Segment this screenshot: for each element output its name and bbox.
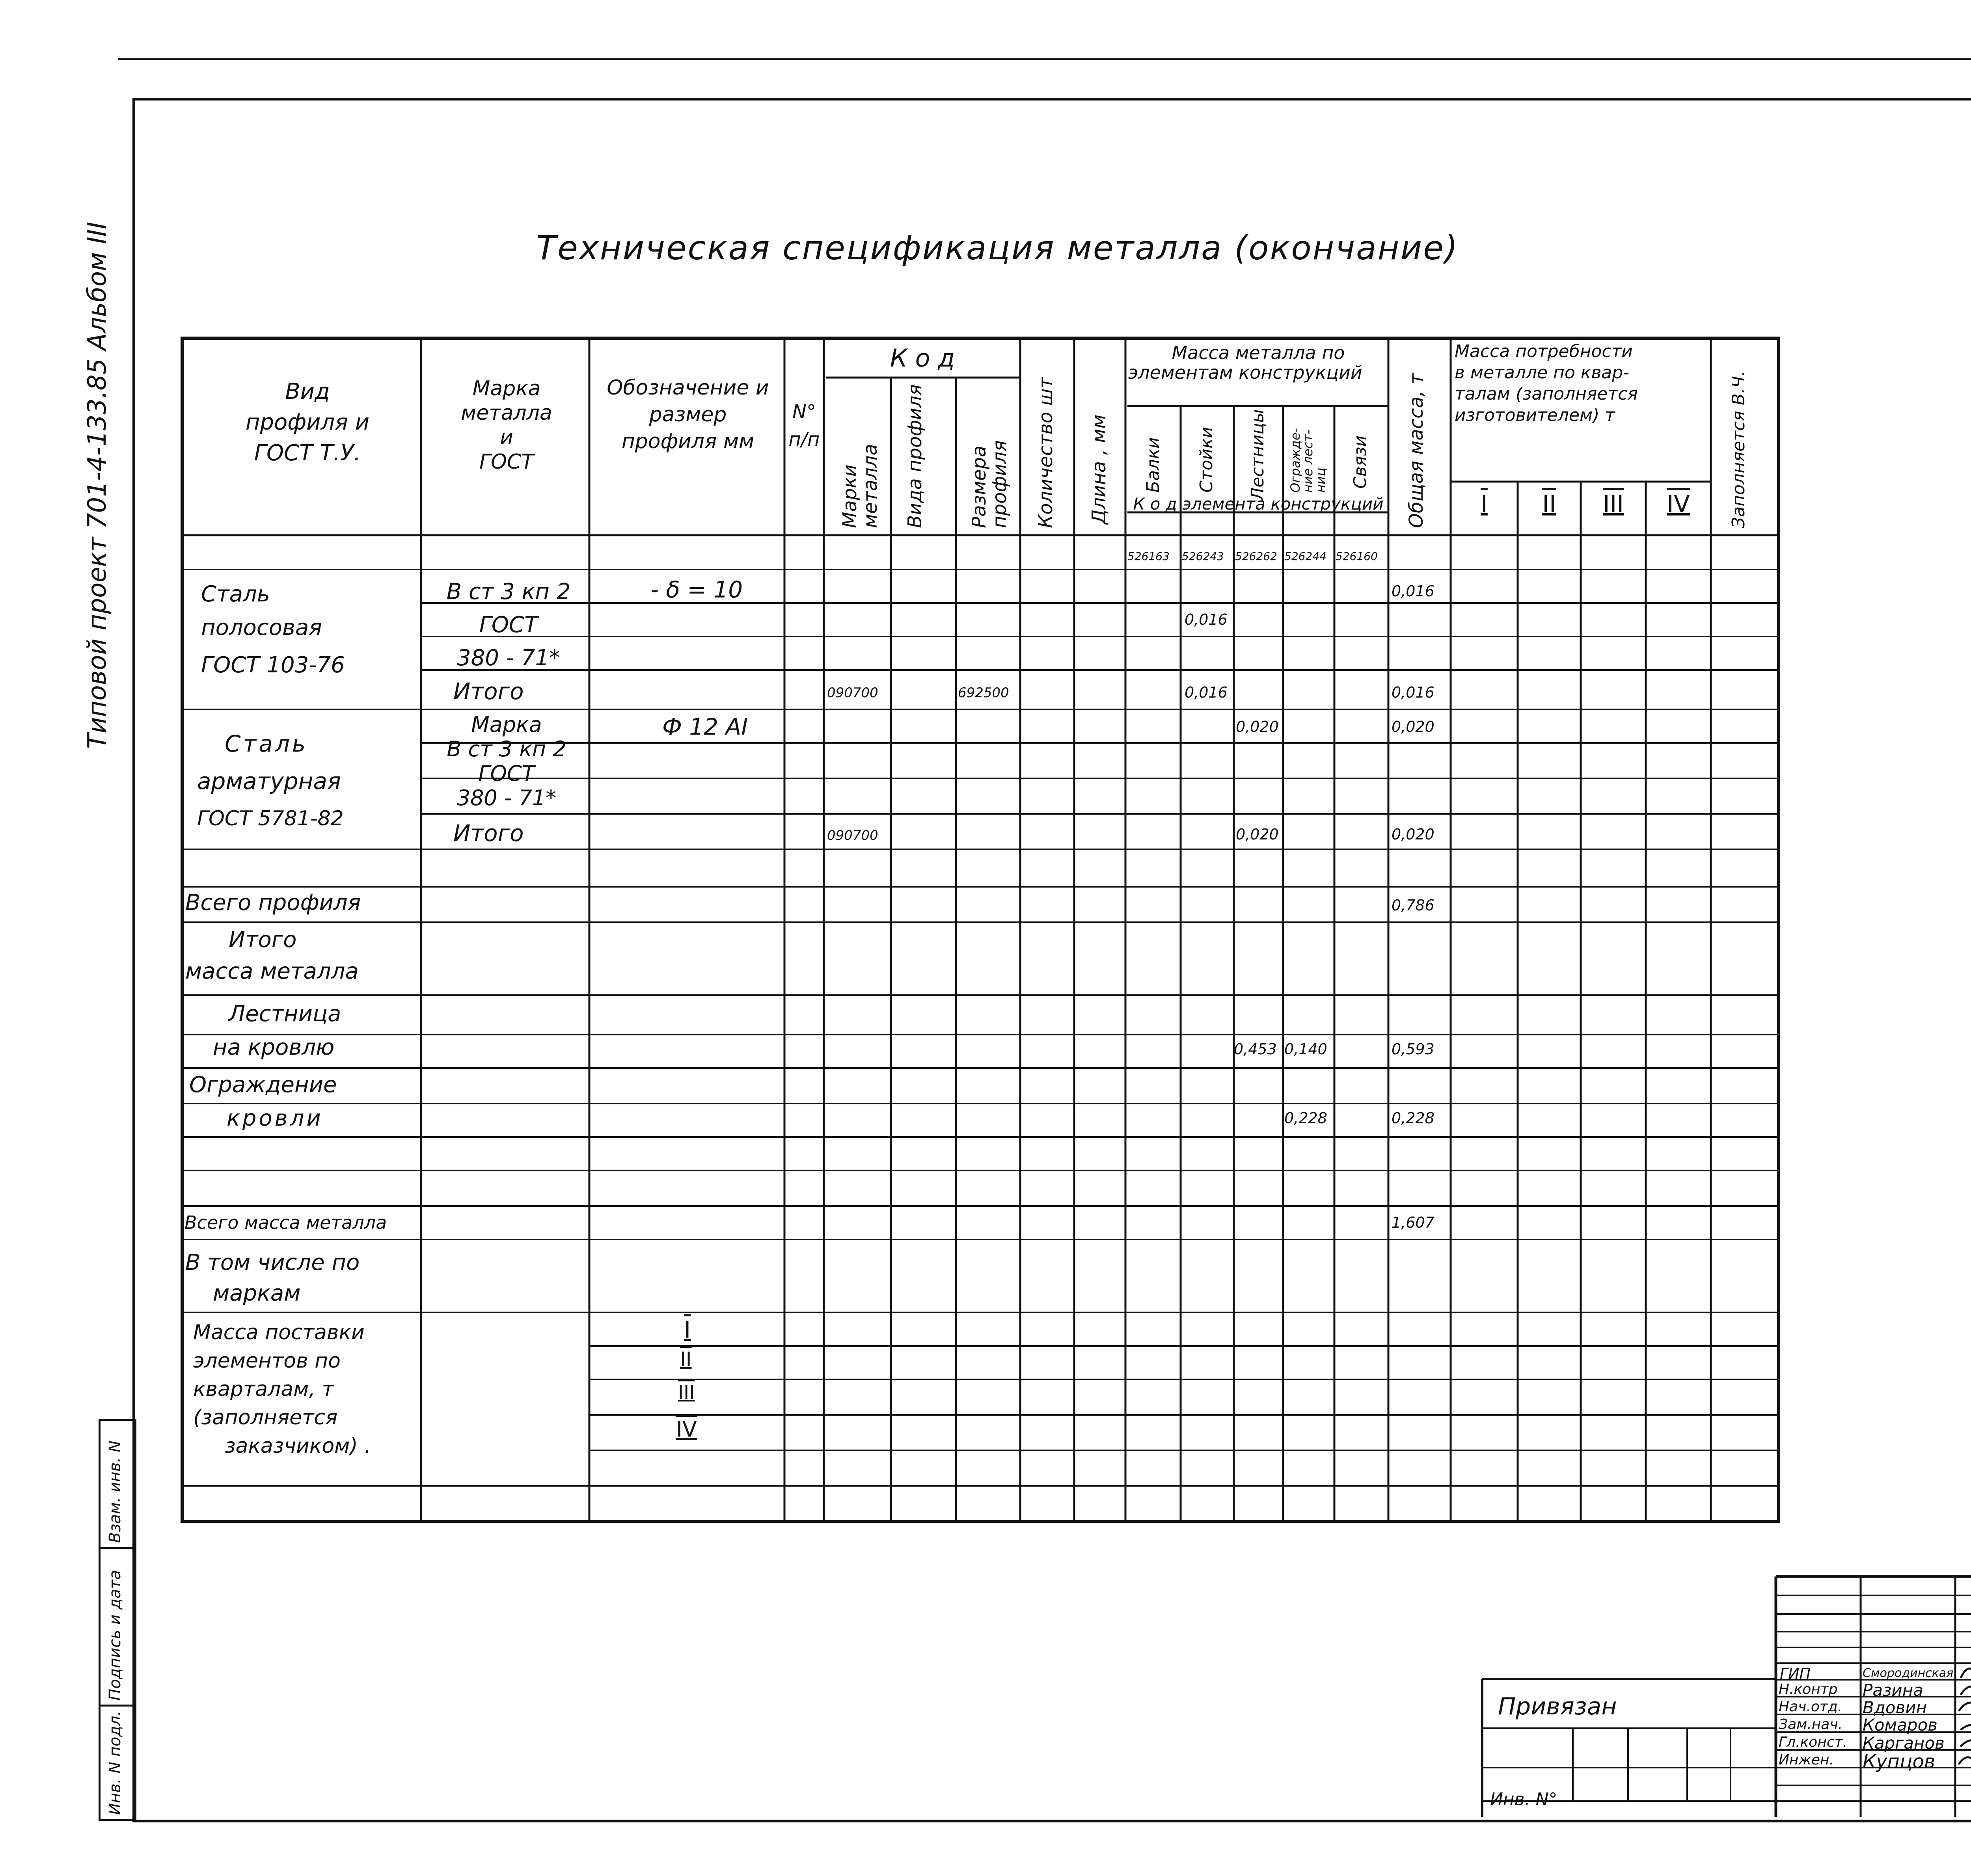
stamp-privyazan: Привязан <box>1498 1693 1617 1720</box>
row-itogo1-stoyki: 0,016 <box>1185 684 1228 701</box>
row-itogo2-obshaya: 0,020 <box>1392 826 1434 843</box>
hdr-oboznachenie: Обозначение и размер профиля мм <box>607 376 769 453</box>
row-stal-polosovaya-stoyki: 0,016 <box>1185 611 1228 628</box>
row-massa-postavki: Масса поставки элементов по кварталам, т (заполняется заказчиком) . <box>193 1321 371 1458</box>
element-code-svyazi: 526160 <box>1336 550 1378 563</box>
hdr-kod-vida: Вида профиля <box>904 384 926 528</box>
hdr-kod-razmera: Размера профиля <box>968 440 1011 528</box>
stamp-signer-name-2: Разина <box>1863 1681 1923 1700</box>
stamp-signer-name-6: Купцов <box>1863 1751 1936 1773</box>
row-ograzhdenie-ograzhdenie: 0,228 <box>1284 1109 1327 1127</box>
hdr-kod-elementa: К о д элемента конструкций <box>1133 494 1384 514</box>
hdr-kvartal-2: II <box>1542 490 1556 518</box>
row-vsego-massa-obshaya: 1,607 <box>1392 1214 1434 1231</box>
stamp-signer-name-3: Вдовин <box>1863 1698 1927 1717</box>
hdr-kod: К о д <box>890 344 955 372</box>
row-lestnica-ograzhdenie: 0,140 <box>1284 1040 1327 1058</box>
row-stal-armaturnaya-obozn: Ф 12 АI <box>662 713 748 740</box>
margin-stamp-vzam: Взам. инв. N <box>106 1440 124 1543</box>
element-code-stoyki: 526243 <box>1182 550 1224 563</box>
hdr-n-pp: N° п/п <box>788 401 820 450</box>
stamp-inv: Инв. N° <box>1490 1789 1557 1809</box>
row-stal-armaturnaya-obshaya: 0,020 <box>1392 718 1434 735</box>
row-stal-polosovaya-obozn: - δ = 10 <box>650 576 743 603</box>
hdr-ograzhdenie: Огражде-ние лест-ниц <box>1288 428 1328 493</box>
hdr-kvartal-1: I <box>1481 490 1488 518</box>
row-stal-polosovaya-name: Сталь полосовая ГОСТ 103-76 <box>201 581 345 678</box>
element-code-lestnicy: 526262 <box>1235 550 1277 563</box>
postavki-kvartal-2: II <box>680 1348 692 1371</box>
row-itogo1-obshaya: 0,016 <box>1392 684 1434 701</box>
row-stal-polosovaya-obshaya: 0,016 <box>1392 583 1434 600</box>
row-ograzhdenie: Ограждение кровли <box>189 1072 337 1131</box>
hdr-lestnicy: Лестницы <box>1248 409 1268 501</box>
row-vsego-massa: Всего масса металла <box>184 1212 387 1233</box>
hdr-massa-po-elementam: Масса металла по элементам конструкций <box>1128 342 1362 383</box>
element-code-balki: 526163 <box>1127 550 1170 563</box>
row-itogo1-kod-marki: 090700 <box>827 685 878 701</box>
postavki-kvartal-1: I <box>684 1316 691 1343</box>
stamp-signer-name-4: Комаров <box>1863 1715 1938 1735</box>
hdr-massa-potrebnosti: Масса потребности в металле по квар- талам (заполняется изготовителем) т <box>1455 341 1638 425</box>
row-itogo1-label: Итого <box>453 678 524 705</box>
element-code-ograzhdenie: 526244 <box>1284 550 1326 563</box>
row-stal-armaturnaya-lestnicy: 0,020 <box>1236 718 1279 735</box>
stamp-signer-role-5: Гл.конст. <box>1779 1734 1848 1750</box>
postavki-kvartal-3: III <box>678 1381 695 1403</box>
hdr-kvartal-3: III <box>1602 490 1624 518</box>
hdr-zapolnyaetsya: Заполняется В.Ч. <box>1729 370 1749 528</box>
row-stal-armaturnaya-name: Сталь арматурная ГОСТ 5781-82 <box>197 730 344 830</box>
hdr-kvartal-4: IV <box>1667 490 1690 518</box>
row-lestnica: Лестница на кровлю <box>213 1001 341 1060</box>
side-label: Типовой проект 701-4-133.85 Альбом III <box>83 221 112 749</box>
hdr-obshaya-massa: Общая масса, т <box>1405 373 1427 528</box>
row-vsego-profilya: Всего профиля <box>185 890 361 916</box>
stamp-signer-name-1: Смородинская <box>1863 1666 1954 1680</box>
margin-stamp-inv: Инв. N подл. <box>106 1710 124 1815</box>
row-ograzhdenie-obshaya: 0,228 <box>1392 1109 1434 1127</box>
stamp-signer-role-1: ГИП <box>1780 1665 1811 1682</box>
hdr-balki: Балки <box>1143 437 1163 493</box>
hdr-vid-profilya: Вид профиля и ГОСТ Т.У. <box>245 379 370 466</box>
row-itogo-massa: Итого масса металла <box>185 927 359 984</box>
row-itogo2-lestnicy: 0,020 <box>1236 826 1279 843</box>
row-v-tom-chisle: В том числе по маркам <box>185 1250 360 1306</box>
hdr-kolichestvo: Количество шт <box>1035 377 1057 528</box>
stamp-signer-role-6: Инжен. <box>1779 1752 1834 1768</box>
postavki-kvartal-4: IV <box>676 1417 697 1442</box>
row-itogo2-kod-marki: 090700 <box>827 828 878 843</box>
margin-stamp-podpis: Подпись и дата <box>106 1570 124 1701</box>
row-itogo2-label: Итого <box>453 820 524 847</box>
page-title: Техническая спецификация металла (окончание) <box>536 229 1459 267</box>
hdr-marka-metalla: Марка металла и ГОСТ <box>461 377 552 474</box>
row-stal-armaturnaya-marka: Марка В ст 3 кп 2 ГОСТ 380 - 71* <box>447 712 566 810</box>
stamp-signer-role-4: Зам.нач. <box>1779 1716 1843 1733</box>
row-itogo1-kod-razmera: 692500 <box>958 685 1009 701</box>
stamp-signer-role-3: Нач.отд. <box>1779 1699 1842 1715</box>
row-vsego-profilya-obshaya: 0,786 <box>1392 897 1434 914</box>
row-stal-polosovaya-marka: В ст 3 кп 2 ГОСТ 380 - 71* <box>446 579 571 671</box>
hdr-stoyki: Стойки <box>1196 426 1217 493</box>
hdr-kod-marki: Марки металла <box>839 444 881 528</box>
stamp-signer-role-2: Н.контр <box>1779 1681 1838 1697</box>
hdr-svyazi: Связи <box>1350 435 1370 489</box>
row-lestnica-lestnicy: 0,453 <box>1234 1040 1277 1058</box>
hdr-dlina: Длина , мм <box>1088 414 1110 524</box>
stamp-signer-name-5: Карганов <box>1863 1733 1945 1753</box>
row-lestnica-obshaya: 0,593 <box>1392 1040 1434 1058</box>
